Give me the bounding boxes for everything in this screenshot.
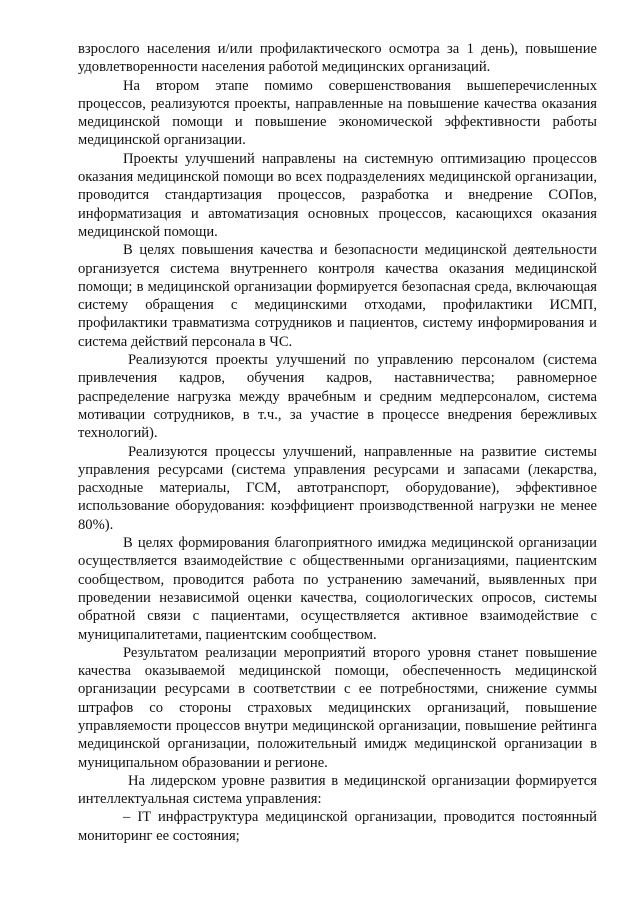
paragraph-resource-management: Реализуются процессы улучшений, направленные на развитие системы управления ресурсами (система управления ресурсами и запасами (лекарства, расходные материалы, ГСМ, автотранспорт, оборудование), эффективное использование оборудования: коэффициент производственной нагрузки не менее 80%). (78, 443, 597, 533)
document-page (78, 40, 597, 845)
paragraph-image-formation: В целях формирования благоприятного имиджа медицинской организации осуществляется взаимодействие с общественными организациями, пациентским сообществом, проводится работа по устранению замечаний, выявленных при проведении независимой оценки качества, социологических опросов, системы обратной связи с пациентами, осуществляется активное взаимодействие с муниципалитетами, пациентским сообществом. (78, 535, 597, 643)
paragraph-continuation: взрослого населения и/или профилактического осмотра за 1 день), повышение удовлетворенности населения работой медицинских организаций. (78, 41, 597, 76)
paragraph-quality-safety: В целях повышения качества и безопасности медицинской деятельности организуется система внутреннего контроля качества оказания медицинской помощи; в медицинской организации формируется безопасная среда, включающая систему обращения с медицинскими отходами, профилактики ИСМП, профилактики травматизма сотрудников и пациентов, систему информирования и система действий персонала в ЧС. (78, 242, 597, 350)
paragraph-leader-level: На лидерском уровне развития в медицинской организации формируется интеллектуальная система управления: (78, 772, 597, 808)
paragraph-improvement-projects: Проекты улучшений направлены на системную оптимизацию процессов оказания медицинской помощи во всех подразделениях медицинской организации, проводится стандартизация процессов, разработка и внедрение СОПов, информатизация и автоматизация основных процессов, касающихся оказания медицинской помощи. (78, 150, 597, 240)
paragraph-second-stage: На втором этапе помимо совершенствования вышеперечисленных процессов, реализуются проекты, направленные на повышение качества оказания медицинской помощи и повышение экономической эффективности работы медицинской организации. (78, 77, 597, 149)
paragraph-personnel-management: Реализуются проекты улучшений по управлению персоналом (система привлечения кадров, обучения кадров, наставничества; равномерное распределение нагрузка между врачебным и средним медперсоналом, система мотивации сотрудников, в т.ч., за участие в процессе внедрения бережливых технологий). (78, 352, 597, 442)
list-item-it-infrastructure: – IT инфраструктура медицинской организации, проводится постоянный мониторинг ее состояния; (78, 809, 597, 844)
paragraph-second-level-results: Результатом реализации мероприятий второго уровня станет повышение качества оказываемой медицинской помощи, обеспеченность медицинской организации ресурсами в соответствии с ее потребностями, снижение суммы штрафов со стороны страховых медицинских организаций, повышение управляемости процессов внутри медицинской организации, повышение рейтинга медицинской организации, положительный имидж медицинской организации в муниципальном образовании и регионе. (78, 644, 597, 771)
